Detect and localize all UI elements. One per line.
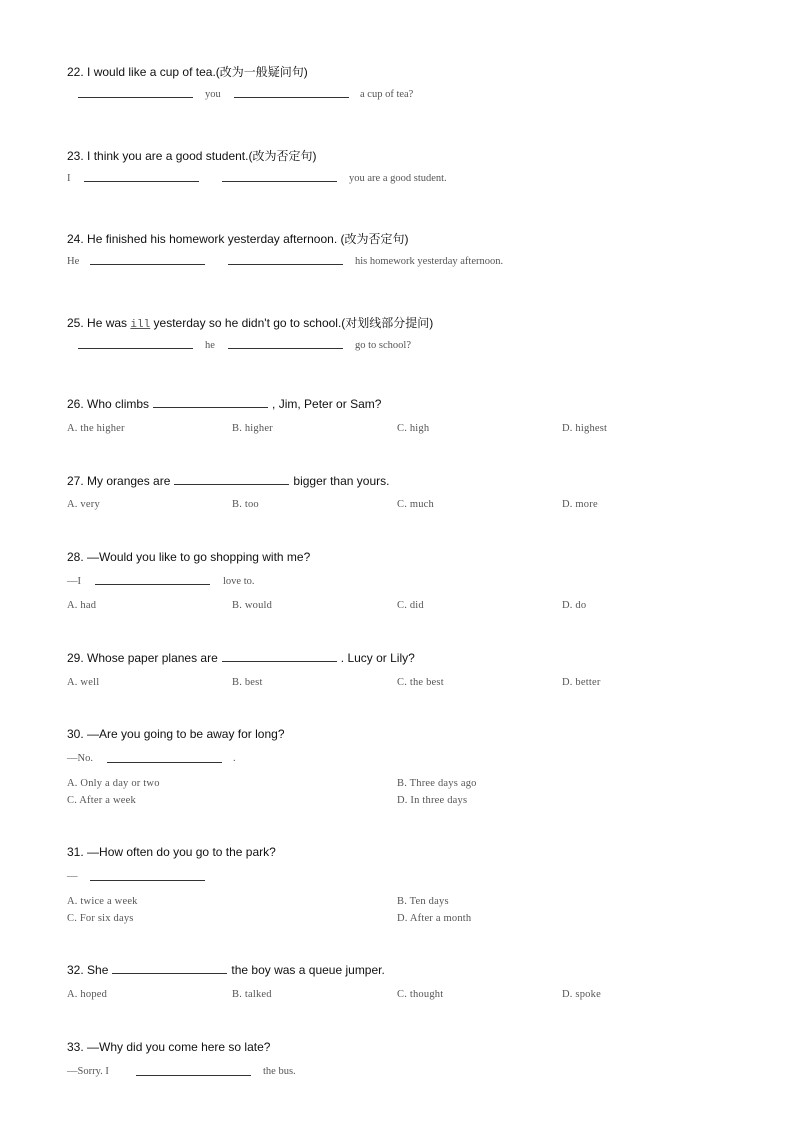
answer-blank[interactable] [222,651,337,662]
option-c[interactable]: C. did [397,600,424,611]
option-a[interactable]: A. very [67,499,100,510]
option-c[interactable]: C. the best [397,677,444,688]
question-number: 24. [67,232,84,246]
question-note: (改为否定句) [340,232,409,246]
option-b[interactable]: B. Three days ago [397,778,477,789]
option-a[interactable]: A. Only a day or two [67,778,160,789]
question-number: 30. [67,727,84,741]
question-note: (改为一般疑问句) [215,65,308,79]
answer-blank[interactable] [90,880,205,881]
question-prompt-after: . Lucy or Lily? [340,651,415,665]
question-note: (改为否定句) [248,149,317,163]
answer-blank[interactable] [228,348,343,349]
question-27 [67,474,389,488]
answer-blank[interactable] [234,97,349,98]
question-number: 23. [67,149,84,163]
question-number: 31. [67,845,84,859]
question-number: 22. [67,65,84,79]
answer-text: He [67,256,80,267]
option-d[interactable]: D. After a month [397,913,472,924]
answer-blank[interactable] [174,474,289,485]
answer-blank[interactable] [222,181,337,182]
question-prompt: I would like a cup of tea. [87,65,216,79]
question-prompt-before: She [87,963,109,977]
question-28 [67,550,310,564]
option-c[interactable]: C. high [397,423,430,434]
answer-blank[interactable] [78,97,193,98]
question-prompt: He finished his homework yesterday afternoon. [87,232,338,246]
answer-blank[interactable] [112,963,227,974]
question-prompt: —Why did you come here so late? [87,1040,271,1054]
option-d[interactable]: D. spoke [562,989,601,1000]
option-d[interactable]: D. highest [562,423,608,434]
question-number: 27. [67,474,84,488]
answer-text: . [233,753,236,764]
answer-text: his homework yesterday afternoon. [355,256,504,267]
option-b[interactable]: B. higher [232,423,273,434]
option-a[interactable]: A. well [67,677,100,688]
answer-blank[interactable] [78,348,193,349]
answer-text: you [205,89,221,100]
answer-text: love to. [223,576,255,587]
answer-text: — [67,871,78,882]
question-number: 28. [67,550,84,564]
question-31 [67,845,276,859]
question-prompt-after: the boy was a queue jumper. [231,963,385,977]
answer-blank[interactable] [228,264,343,265]
question-23 [67,147,316,164]
answer-text: I [67,173,71,184]
question-prompt-before: He was [87,316,128,330]
option-d[interactable]: D. more [562,499,598,510]
question-prompt: —Are you going to be away for long? [87,727,285,741]
question-33 [67,1040,270,1054]
option-b[interactable]: B. Ten days [397,896,449,907]
question-number: 29. [67,651,84,665]
question-prompt-after: bigger than yours. [293,474,390,488]
answer-blank[interactable] [95,584,210,585]
option-a[interactable]: A. hoped [67,989,108,1000]
option-c[interactable]: C. thought [397,989,444,1000]
question-prompt-before: My oranges are [87,474,171,488]
option-d[interactable]: D. better [562,677,601,688]
option-c[interactable]: C. much [397,499,434,510]
question-26 [67,397,381,411]
option-b[interactable]: B. best [232,677,263,688]
option-b[interactable]: B. talked [232,989,272,1000]
answer-blank[interactable] [107,762,222,763]
question-prompt-after: yesterday so he didn't go to school. [153,316,342,330]
answer-text: —Sorry. I [67,1066,109,1077]
question-30 [67,727,285,741]
question-number: 33. [67,1040,84,1054]
option-d[interactable]: D. In three days [397,795,468,806]
option-b[interactable]: B. too [232,499,259,510]
option-b[interactable]: B. would [232,600,273,611]
question-25 [67,314,433,331]
option-c[interactable]: C. For six days [67,913,134,924]
question-number: 25. [67,316,84,330]
option-d[interactable]: D. do [562,600,587,611]
answer-text: —No. [67,753,93,764]
answer-blank[interactable] [84,181,199,182]
underlined-word: ill [130,319,151,331]
answer-text: he [205,340,215,351]
option-a[interactable]: A. twice a week [67,896,138,907]
question-22 [67,63,308,80]
answer-text: the bus. [263,1066,296,1077]
answer-blank[interactable] [153,397,268,408]
question-prompt: —Would you like to go shopping with me? [87,550,311,564]
option-a[interactable]: A. the higher [67,423,125,434]
question-prompt-before: Who climbs [87,397,150,411]
question-32 [67,963,385,977]
answer-text: —I [67,576,81,587]
question-prompt-after: , Jim, Peter or Sam? [272,397,382,411]
answer-blank[interactable] [136,1075,251,1076]
question-prompt: I think you are a good student. [87,149,249,163]
question-note: (对划线部分提问) [341,316,434,330]
question-number: 26. [67,397,84,411]
option-c[interactable]: C. After a week [67,795,136,806]
answer-text: you are a good student. [349,173,447,184]
option-a[interactable]: A. had [67,600,97,611]
question-prompt: —How often do you go to the park? [87,845,276,859]
question-29 [67,651,415,665]
question-number: 32. [67,963,84,977]
answer-blank[interactable] [90,264,205,265]
question-prompt-before: Whose paper planes are [87,651,218,665]
question-24 [67,230,409,247]
answer-text: a cup of tea? [360,89,414,100]
answer-text: go to school? [355,340,411,351]
